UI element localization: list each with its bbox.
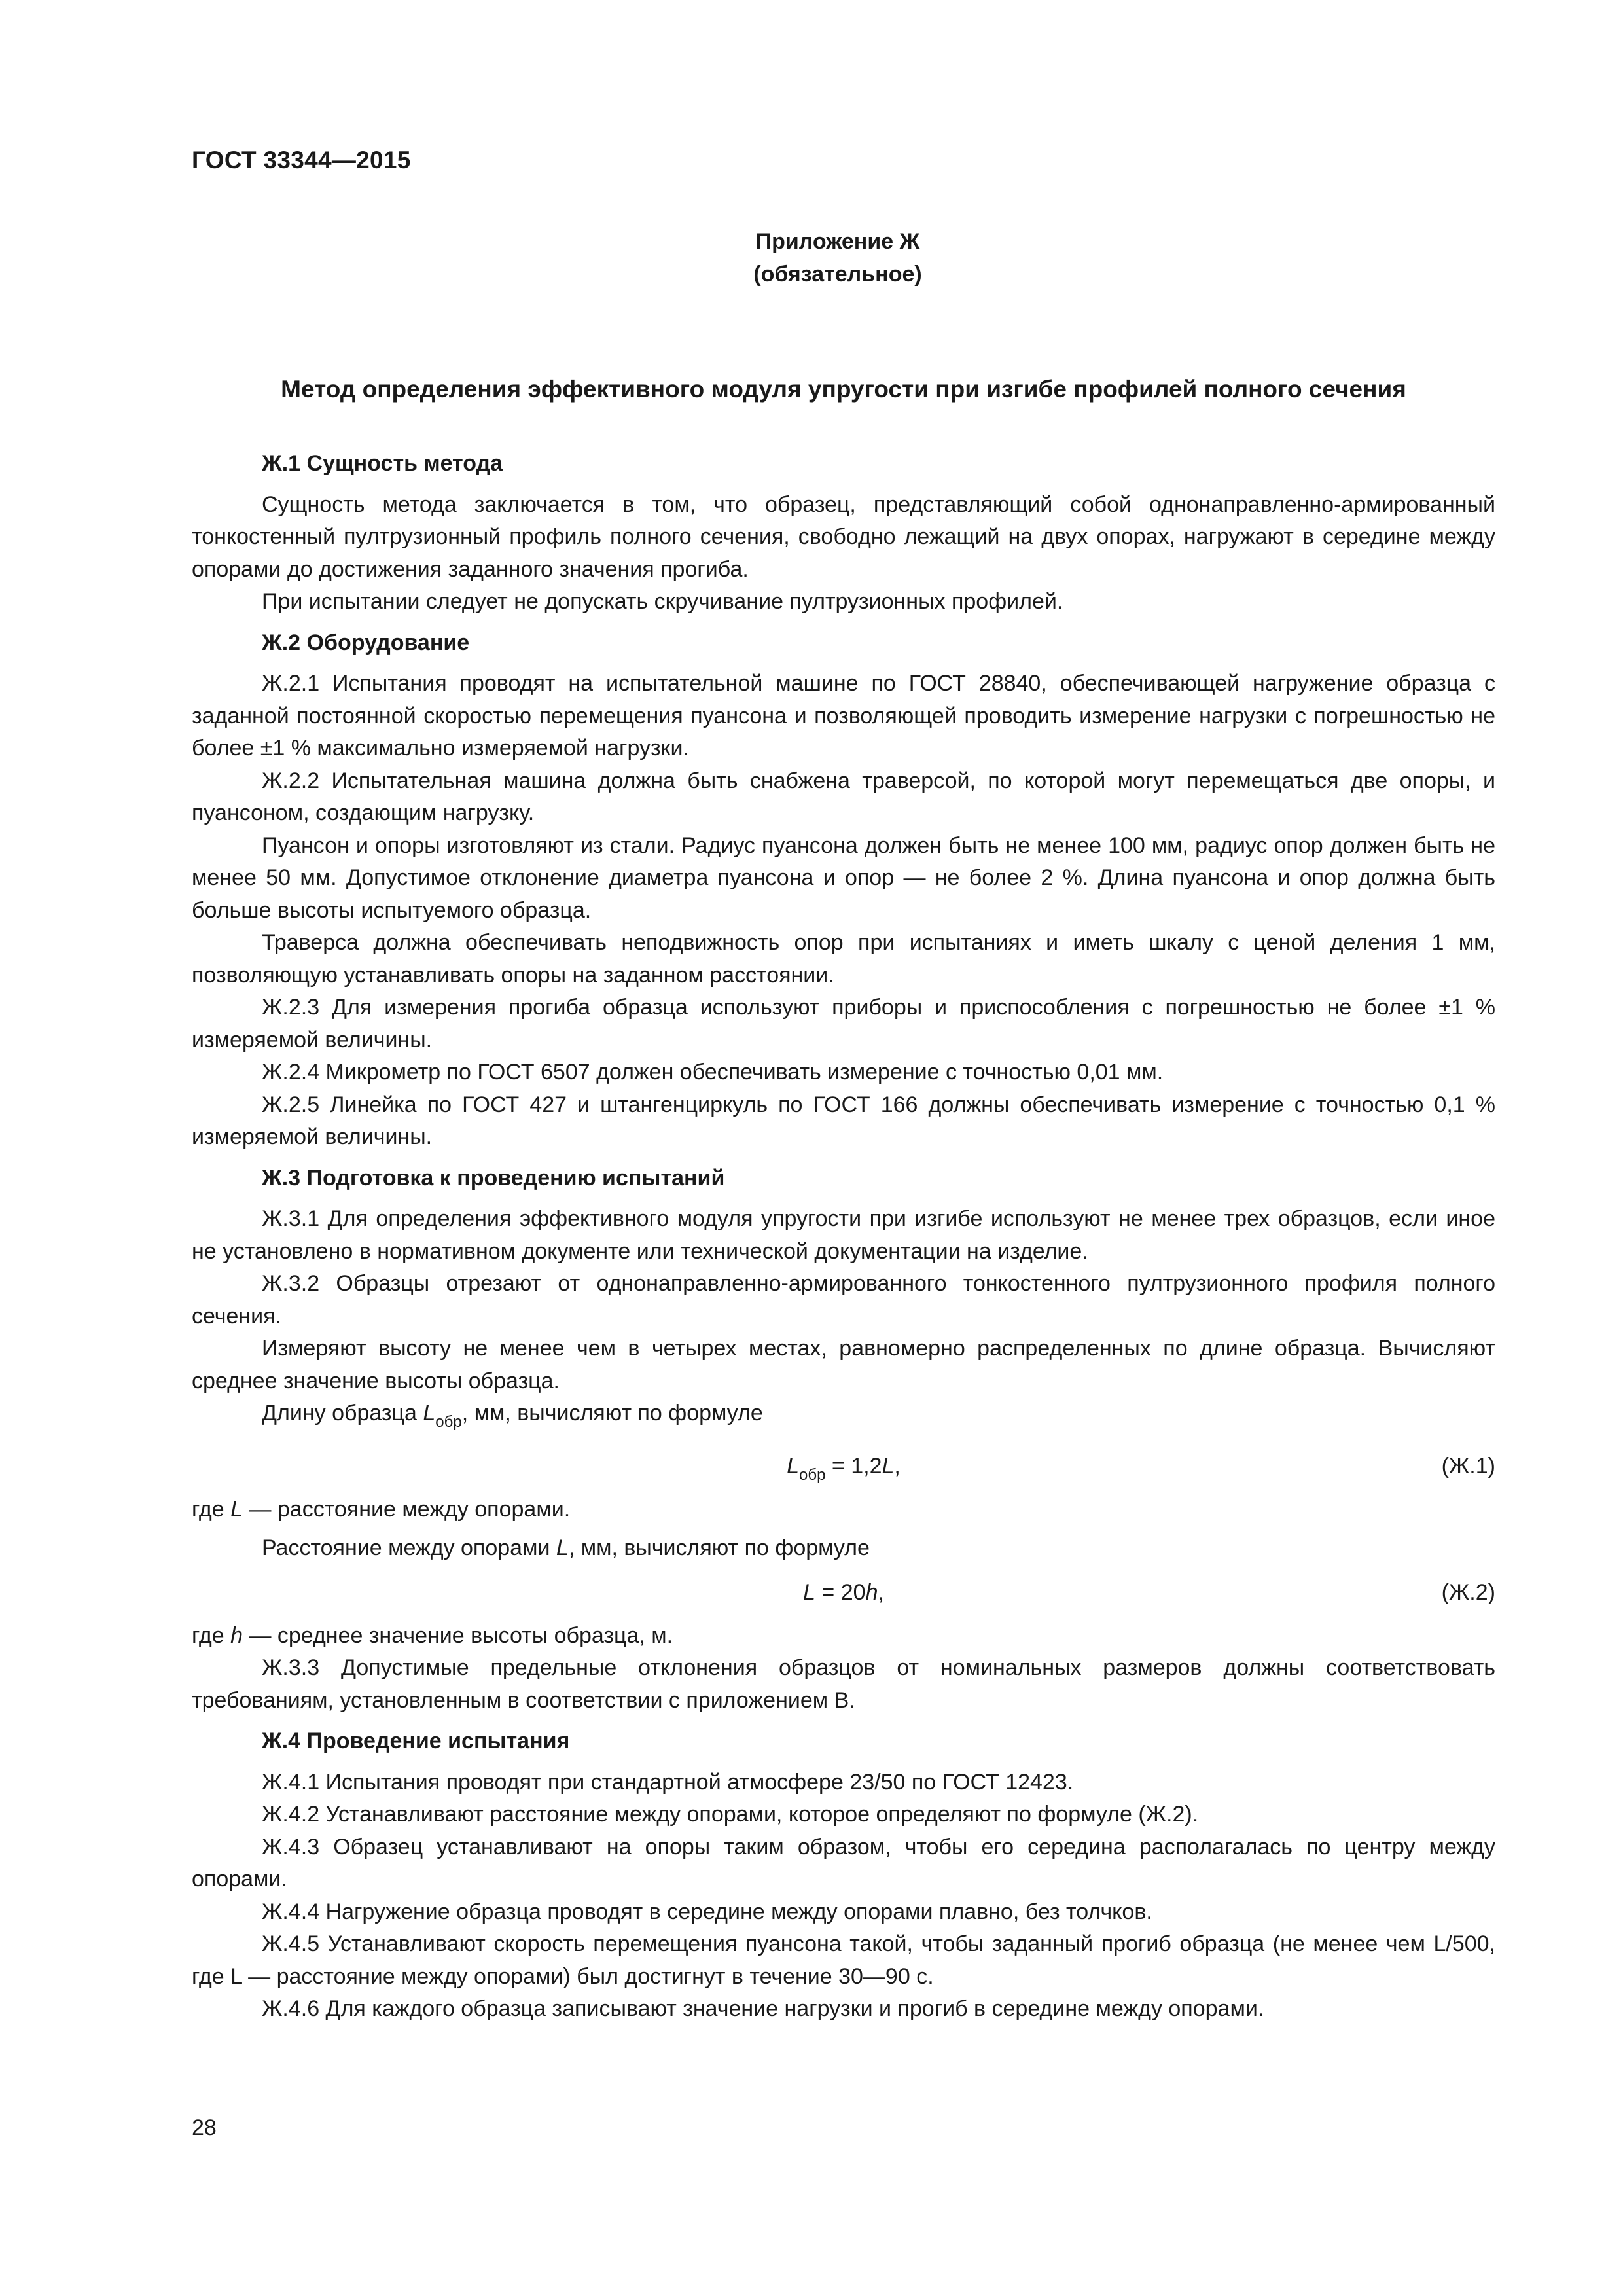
- text-run: = 1,2: [825, 1453, 882, 1479]
- variable: L: [423, 1401, 436, 1426]
- paragraph: Ж.2.3 Для измерения прогиба образца используют приборы и приспособления с погрешностью не более ±1 % измеряемой величины.: [192, 995, 1495, 1052]
- paragraph: Ж.4.2 Устанавливают расстояние между опорами, которое определяют по формуле (Ж.2).: [262, 1802, 1199, 1827]
- variable: L: [787, 1453, 800, 1479]
- formula-number: (Ж.2): [1441, 1579, 1495, 1605]
- formula-expression: [192, 1450, 1495, 1492]
- paragraph: Пуансон и опоры изготовляют из стали. Радиус пуансона должен быть не менее 100 мм, радиус опор должен быть не менее 50 мм. Допустимое отклонение диаметра пуансона и опор — не более 2 %. Длина пуансона и опор должна быть больше высоты испытуемого образца.: [192, 833, 1495, 923]
- paragraph: Ж.3.3 Допустимые предельные отклонения образцов от номинальных размеров должны соответствовать требованиям, установленным в соответствии с приложением В.: [192, 1655, 1495, 1713]
- section-heading-zh1: Ж.1 Сущность метода: [262, 451, 503, 476]
- paragraph: [192, 1620, 1495, 1653]
- text-run: Длину образца: [262, 1401, 423, 1426]
- paragraph: Ж.2.1 Испытания проводят на испытательной машине по ГОСТ 28840, обеспечивающей нагружение образца с заданной постоянной скоростью перемещения пуансона и позволяющей проводить измерение нагрузки с погрешностью не более ±1 % максимально измеряемой нагрузки.: [192, 671, 1495, 761]
- paragraph: Ж.2.2 Испытательная машина должна быть снабжена траверсой, по которой могут перемещаться две опоры, и пуансоном, создающим нагрузку.: [192, 768, 1495, 825]
- paragraph: Ж.4.3 Образец устанавливают на опоры таким образом, чтобы его середина располагалась по центру между опорами.: [192, 1834, 1495, 1892]
- section-heading-zh4: Ж.4 Проведение испытания: [262, 1729, 570, 1753]
- text-run: где: [192, 1623, 231, 1648]
- paragraph: Ж.4.4 Нагружение образца проводят в середине между опорами плавно, без толчков.: [262, 1899, 1152, 1924]
- appendix-title: Метод определения эффективного модуля упругости при изгибе профилей полного сечения: [281, 376, 1406, 403]
- variable: L: [230, 1496, 243, 1522]
- paragraph: Ж.3.1 Для определения эффективного модуля упругости при изгибе используют не менее трех образцов, если иное не установлено в нормативном документе или технической документации на изделие.: [192, 1206, 1495, 1264]
- section-heading-zh3: Ж.3 Подготовка к проведению испытаний: [262, 1165, 725, 1191]
- paragraph: Ж.2.5 Линейка по ГОСТ 427 и штангенциркуль по ГОСТ 166 должны обеспечивать измерение с точностью 0,1 % измеряемой величины.: [192, 1092, 1495, 1149]
- text-run: ,: [878, 1579, 884, 1605]
- text-run: где: [192, 1496, 231, 1522]
- document-body: [192, 448, 1495, 2026]
- standard-designation: ГОСТ 33344—2015: [192, 147, 411, 173]
- appendix-status: (обязательное): [753, 262, 922, 287]
- paragraph: [192, 1397, 1495, 1439]
- text-run: , мм, вычисляют по формуле: [461, 1401, 763, 1426]
- formula-expression: [192, 1577, 1495, 1609]
- paragraph: [192, 1494, 1495, 1526]
- subscript: обр: [799, 1465, 826, 1484]
- section-heading-zh2: Ж.2 Оборудование: [262, 630, 470, 655]
- variable: L: [882, 1453, 895, 1479]
- appendix-label: Приложение Ж: [755, 229, 920, 254]
- subscript: обр: [435, 1413, 462, 1431]
- paragraph: Ж.2.4 Микрометр по ГОСТ 6507 должен обеспечивать измерение с точностью 0,01 мм.: [262, 1060, 1164, 1085]
- paragraph: При испытании следует не допускать скручивание пултрузионных профилей.: [262, 589, 1063, 614]
- text-run: — расстояние между опорами.: [243, 1496, 571, 1522]
- paragraph: [192, 1532, 1495, 1565]
- variable: L: [556, 1535, 569, 1560]
- text-run: ,: [894, 1453, 901, 1479]
- formula-zh2: [192, 1573, 1495, 1615]
- appendix-heading: [0, 225, 1623, 291]
- paragraph: Ж.3.2 Образцы отрезают от однонаправленно-армированного тонкостенного пултрузионного профиля полного сечения.: [192, 1271, 1495, 1329]
- text-run: = 20: [815, 1579, 866, 1605]
- paragraph: Траверса должна обеспечивать неподвижность опор при испытаниях и иметь шкалу с ценой деления 1 мм, позволяющую устанавливать опоры на заданном расстоянии.: [192, 930, 1495, 988]
- text-run: — среднее значение высоты образца, м.: [243, 1623, 673, 1648]
- paragraph: Ж.4.6 Для каждого образца записывают значение нагрузки и прогиб в середине между опорами.: [262, 1996, 1264, 2021]
- variable: h: [865, 1579, 878, 1605]
- paragraph: Измеряют высоту не менее чем в четырех местах, равномерно распределенных по длине образца. Вычисляют среднее значение высоты образца.: [192, 1336, 1495, 1393]
- paragraph: Ж.4.5 Устанавливают скорость перемещения пуансона такой, чтобы заданный прогиб образца (не менее чем L/500, где L — расстояние между опорами) был достигнут в течение 30—90 с.: [192, 1931, 1495, 1989]
- variable: L: [803, 1579, 815, 1605]
- page-number: 28: [192, 2115, 217, 2140]
- formula-number: (Ж.1): [1441, 1453, 1495, 1479]
- variable: h: [230, 1623, 243, 1648]
- formula-zh1: [192, 1446, 1495, 1488]
- paragraph: Сущность метода заключается в том, что образец, представляющий собой однонаправленно-армированный тонкостенный пултрузионный профиль полного сечения, свободно лежащий на двух опорах, нагружают в середине между опорами до достижения заданного значения прогиба.: [192, 492, 1495, 582]
- text-run: Расстояние между опорами: [262, 1535, 556, 1560]
- text-run: , мм, вычисляют по формуле: [568, 1535, 870, 1560]
- paragraph: Ж.4.1 Испытания проводят при стандартной атмосфере 23/50 по ГОСТ 12423.: [262, 1769, 1074, 1795]
